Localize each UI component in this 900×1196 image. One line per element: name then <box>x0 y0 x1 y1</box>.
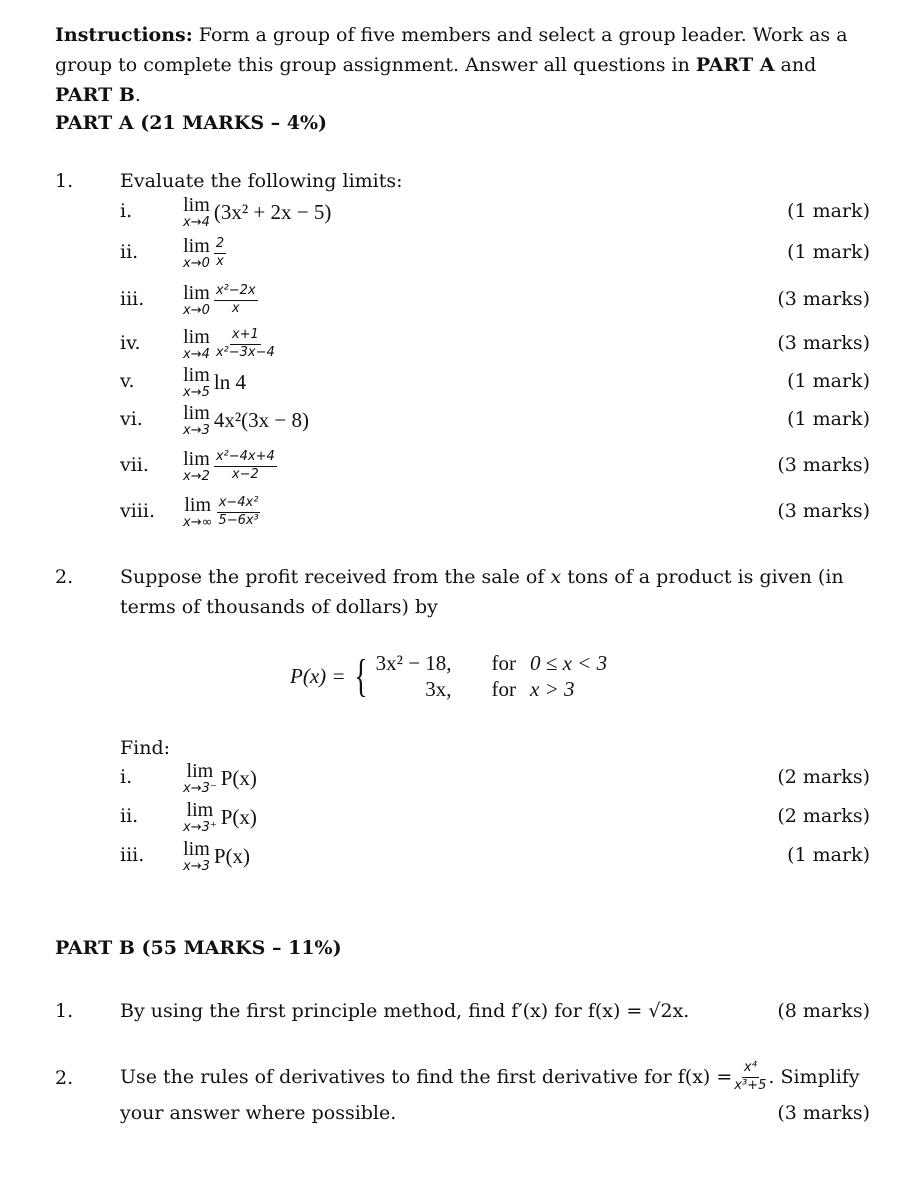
denominator: x <box>231 300 240 316</box>
case2-expr: 3x, <box>425 677 452 701</box>
marks: (3 marks) <box>777 500 870 522</box>
item-number: iii. <box>120 288 145 310</box>
item-number: iv. <box>120 332 141 354</box>
case1-expr: 3x² − 18, <box>375 651 452 675</box>
limit-operator <box>183 365 210 399</box>
question-text: By using the first principle method, find f′(x) for f(x) = √2x. <box>120 1000 690 1022</box>
marks: (1 mark) <box>787 844 870 866</box>
limit-operator <box>183 236 210 270</box>
lim-word: lim <box>186 799 214 821</box>
instructions <box>55 20 875 110</box>
limit-expression: P(x) <box>213 843 251 868</box>
numerator: x²−4x+4 <box>214 450 277 466</box>
fraction <box>216 496 260 528</box>
denominator: x <box>216 253 224 269</box>
instructions-end: . <box>134 84 141 106</box>
question-text-cont: your answer where possible. <box>120 1102 397 1124</box>
lim-word: lim <box>183 402 210 424</box>
question-number: 2. <box>55 1067 74 1089</box>
limit-expression: (3x² + 2x − 5) <box>213 199 332 224</box>
limit-expression: P(x) <box>220 804 257 829</box>
question-number: 1. <box>55 170 74 192</box>
item-number: ii. <box>120 805 139 827</box>
marks: (2 marks) <box>777 766 870 788</box>
lim-word: lim <box>183 448 210 470</box>
text: . Simplify <box>768 1066 860 1088</box>
lim-word: lim <box>183 364 210 386</box>
limit-operator <box>183 839 210 873</box>
text: Use the rules of derivatives to find the first derivative for f(x) = <box>120 1066 733 1088</box>
denominator: x³+5 <box>734 1077 767 1093</box>
limit-expression: P(x) <box>220 765 257 790</box>
item-number: iii. <box>120 844 145 866</box>
item-number: i. <box>120 200 133 222</box>
numerator: x−4x² <box>217 496 261 512</box>
limit-operator <box>183 403 210 437</box>
denominator: x−2 <box>231 466 259 482</box>
case1-cond: 0 ≤ x < 3 <box>530 651 608 675</box>
fraction <box>732 1061 768 1093</box>
variable: x <box>550 566 562 588</box>
limit-item <box>183 396 309 444</box>
marks: (8 marks) <box>777 1000 870 1022</box>
denominator: 5−6x³ <box>218 512 259 528</box>
lim-word: lim <box>186 760 214 782</box>
marks: (2 marks) <box>777 805 870 827</box>
fraction <box>214 284 258 316</box>
function-lhs: P(x) = <box>290 663 346 688</box>
limit-subscript: x→5 <box>183 385 210 400</box>
item-number: v. <box>120 370 135 392</box>
marks: (3 marks) <box>777 454 870 476</box>
limit-subscript: x→4 <box>183 215 210 230</box>
item-number: i. <box>120 766 133 788</box>
limit-item <box>183 229 226 277</box>
instructions-part-b: PART B <box>55 84 135 106</box>
marks: (3 marks) <box>777 332 870 354</box>
item-number: ii. <box>120 241 139 263</box>
marks: (1 mark) <box>787 370 870 392</box>
lim-word: lim <box>183 838 210 860</box>
limit-subscript: x→3 <box>183 859 210 874</box>
limit-subscript: x→0 <box>183 303 210 318</box>
lim-word: lim <box>183 235 210 257</box>
limit-operator <box>183 449 210 483</box>
item-number: viii. <box>120 500 156 522</box>
fraction <box>214 237 226 269</box>
limit-item <box>183 442 277 490</box>
item-number: vi. <box>120 408 143 430</box>
piecewise-function <box>290 650 607 702</box>
question-text <box>120 1058 860 1096</box>
lim-word: lim <box>183 326 210 348</box>
limit-item <box>183 488 261 536</box>
question-number: 2. <box>55 566 74 588</box>
marks: (3 marks) <box>777 288 870 310</box>
limit-subscript: x→0 <box>183 256 210 271</box>
limit-expression: ln 4 <box>213 369 246 394</box>
limit-subscript: x→2 <box>183 469 210 484</box>
fraction <box>214 450 277 482</box>
limit-operator <box>183 327 210 361</box>
instructions-text: Form a group of five members and select a group leader. Work as a group to complete this group assignment. Answer all questions in <box>55 24 848 76</box>
limit-subscript: x→4 <box>183 347 210 362</box>
limit-item <box>183 832 250 880</box>
instructions-part-a: PART A <box>695 54 775 76</box>
case2-for: for <box>491 677 517 701</box>
lim-word: lim <box>184 494 212 516</box>
marks: (1 mark) <box>787 200 870 222</box>
marks: (3 marks) <box>777 1102 870 1124</box>
question-text: Evaluate the following limits: <box>120 170 403 192</box>
limit-operator <box>183 195 210 229</box>
numerator: x²−2x <box>214 284 258 300</box>
numerator: x+1 <box>230 328 261 344</box>
limit-operator <box>183 283 210 317</box>
text: tons of a product is given (in terms of thousands of dollars) by <box>120 566 844 618</box>
limit-operator <box>183 800 217 834</box>
find-label: Find: <box>120 737 171 759</box>
denominator: x²−3x−4 <box>215 344 275 360</box>
cases <box>376 650 607 702</box>
limit-subscript: x→∞ <box>183 515 213 530</box>
limit-operator <box>183 495 212 529</box>
part-a-heading: PART A (21 MARKS – 4%) <box>55 112 328 134</box>
case1-for: for <box>491 651 517 675</box>
limit-subscript: x→3⁻ <box>183 781 217 796</box>
limit-operator <box>183 761 217 795</box>
question-text <box>120 562 875 622</box>
limit-item <box>183 276 258 324</box>
limit-expression: 4x²(3x − 8) <box>213 407 309 432</box>
item-number: vii. <box>120 454 149 476</box>
part-b-heading: PART B (55 MARKS – 11%) <box>55 937 342 959</box>
instructions-label: Instructions: <box>55 24 193 46</box>
case2-cond: x > 3 <box>530 677 575 701</box>
instructions-and: and <box>774 54 817 76</box>
question-number: 1. <box>55 1000 74 1022</box>
fraction <box>214 328 277 360</box>
brace-icon: { <box>353 650 368 701</box>
marks: (1 mark) <box>787 241 870 263</box>
limit-subscript: x→3 <box>183 423 210 438</box>
lim-word: lim <box>183 194 210 216</box>
text: Suppose the profit received from the sale of <box>120 566 551 588</box>
lim-word: lim <box>183 282 210 304</box>
marks: (1 mark) <box>787 408 870 430</box>
numerator: x⁴ <box>742 1061 759 1077</box>
limit-subscript: x→3⁺ <box>183 820 217 835</box>
numerator: 2 <box>214 237 226 253</box>
